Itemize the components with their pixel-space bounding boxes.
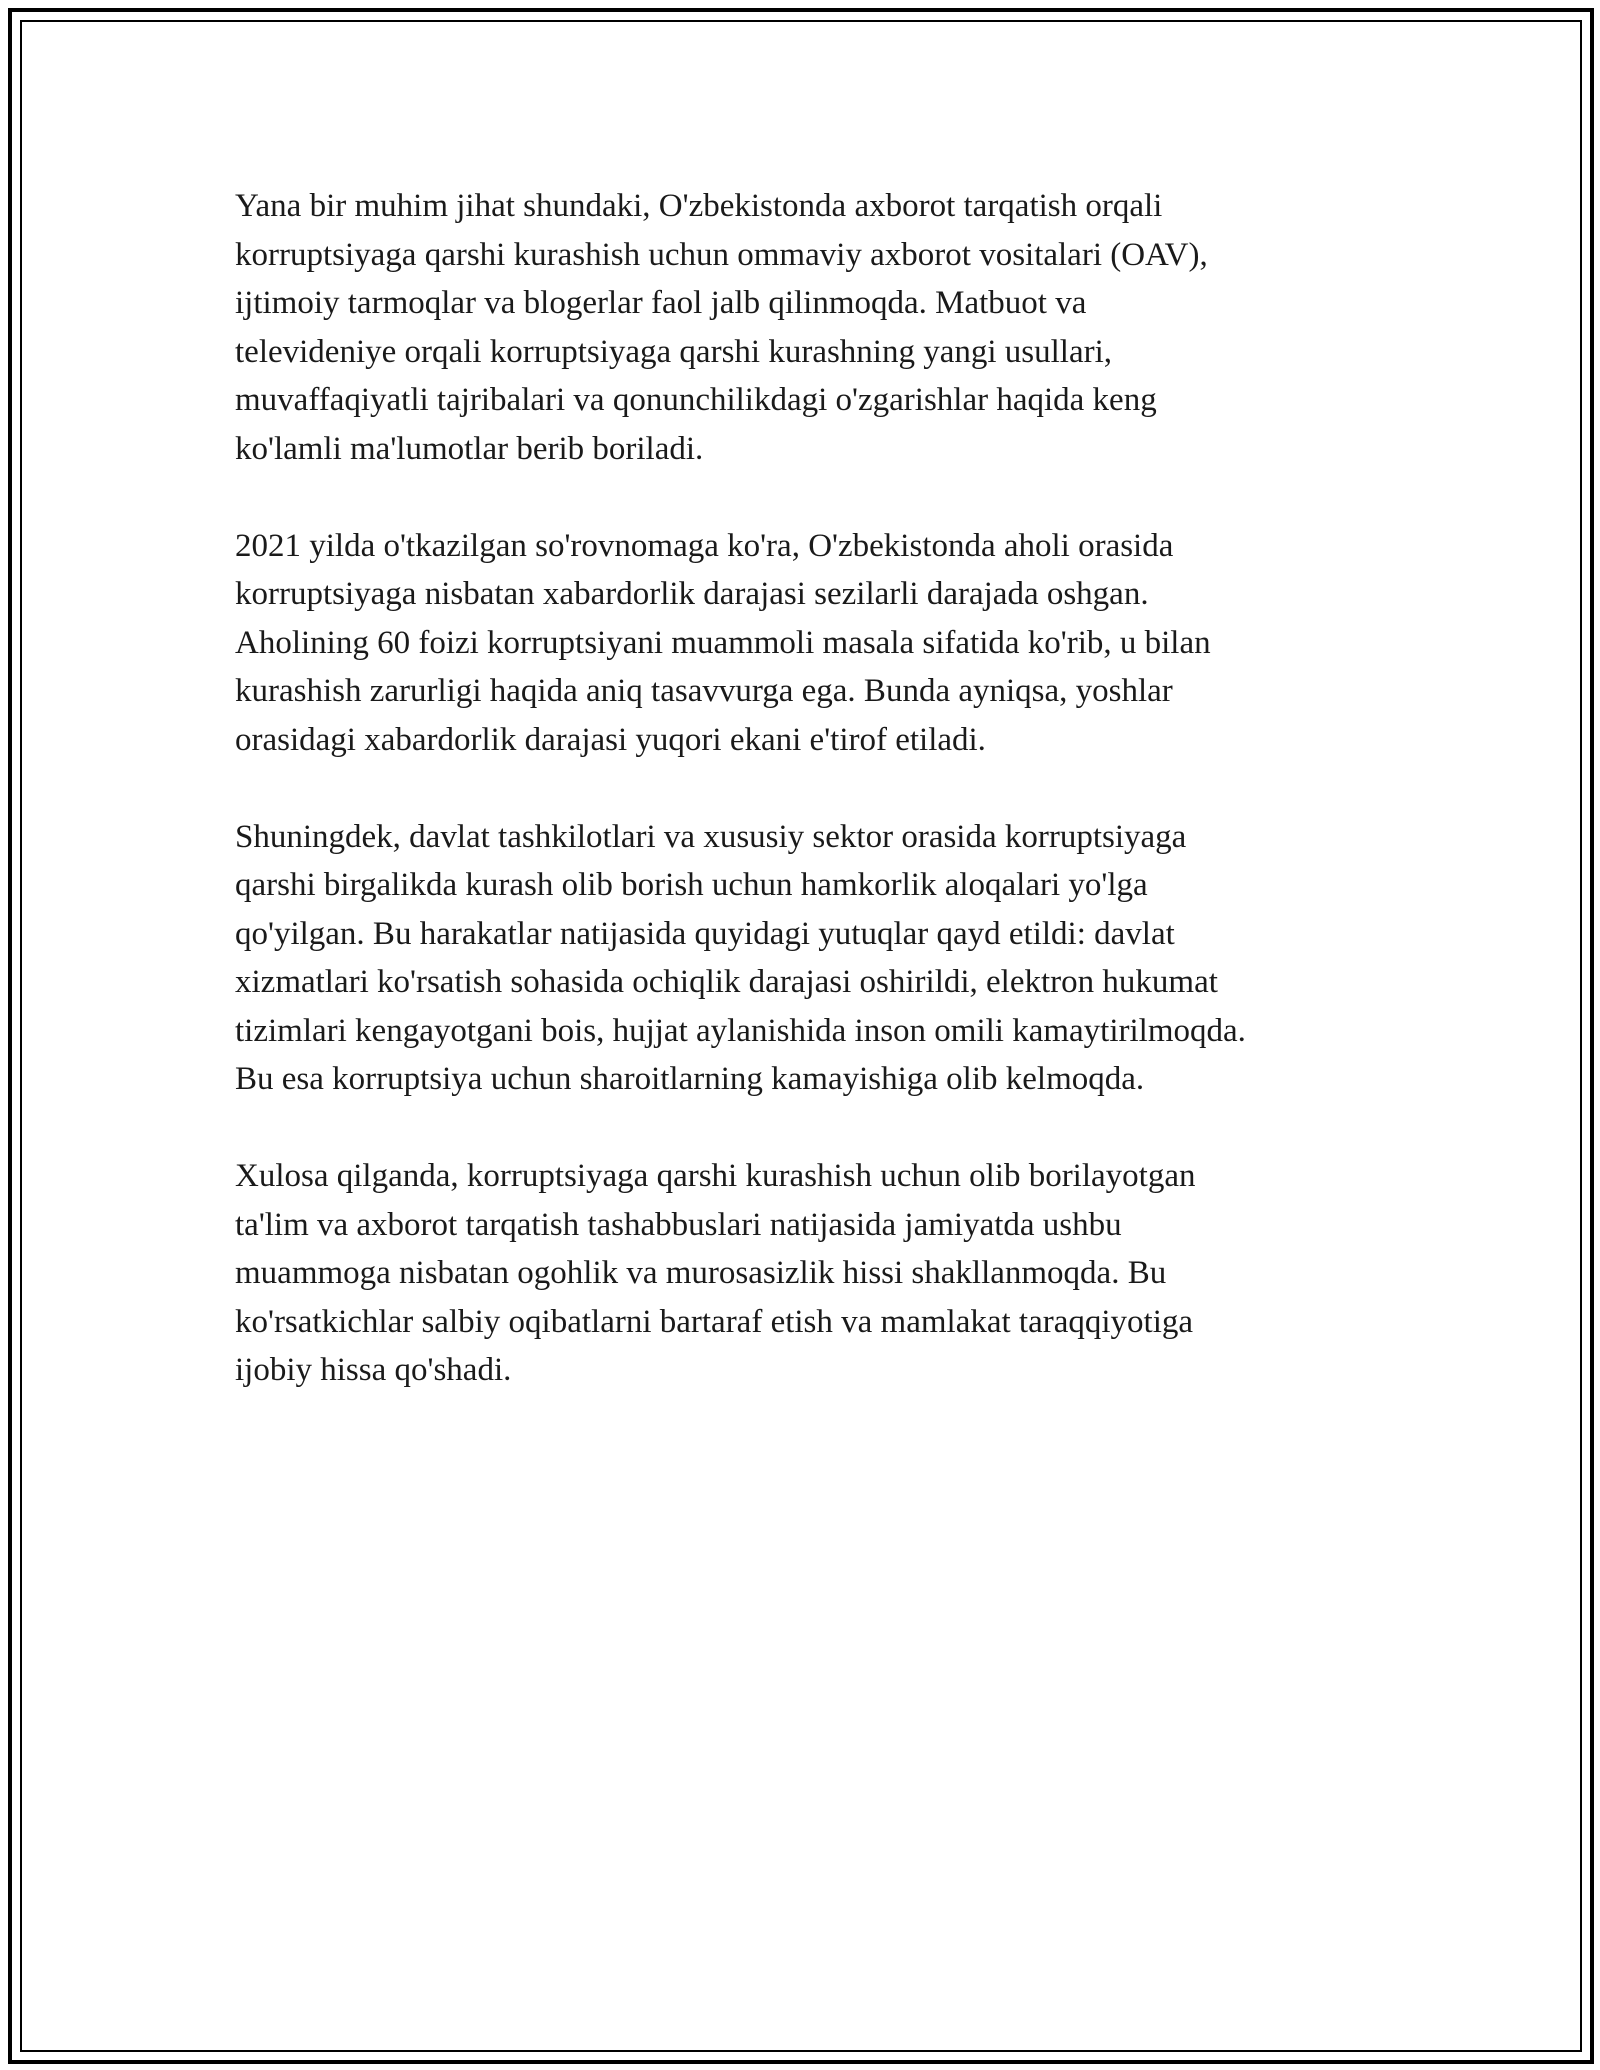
document-body [235, 182, 1375, 1443]
text-line: Xulosa qilganda, korruptsiyaga qarshi kurashish uchun olib borilayotgan [235, 1158, 1196, 1194]
text-line: ko'rsatkichlar salbiy oqibatlarni bartaraf etish va mamlakat taraqqiyotiga [235, 1303, 1194, 1340]
text-line: qarshi birgalikda kurash olib borish uchun hamkorlik aloqalari yo'lga [235, 867, 1148, 903]
paragraph-cooperation [235, 813, 1375, 1104]
text-line: muammoga nisbatan ogohlik va murosasizlik hissi shakllanmoqda. Bu [235, 1255, 1167, 1291]
text-line: kurashish zarurligi haqida aniq tasavvurga ega. Bunda ayniqsa, yoshlar [235, 673, 1173, 709]
text-line: Bu esa korruptsiya uchun sharoitlarning kamayishiga olib kelmoqda. [235, 1061, 1145, 1097]
text-line: Yana bir muhim jihat shundaki, O'zbekistonda axborot tarqatish orqali [235, 188, 1163, 224]
text-line: ijobiy hissa qo'shadi. [235, 1352, 512, 1388]
text-line: ijtimoiy tarmoqlar va blogerlar faol jalb qilinmoqda. Matbuot va [235, 285, 1087, 321]
text-line: ko'lamli ma'lumotlar berib boriladi. [235, 430, 704, 467]
text-line: 2021 yilda o'tkazilgan so'rovnomaga ko'ra, O'zbekistonda aholi orasida [235, 527, 1174, 564]
text-line: tizimlari kengayotgani bois, hujjat aylanishida inson omili kamaytirilmoqda. [235, 1012, 1246, 1049]
text-line: korruptsiyaga nisbatan xabardorlik darajasi sezilarli darajada oshgan. [235, 576, 1149, 612]
text-line: televideniye orqali korruptsiyaga qarshi kurashning yangi usullari, [235, 333, 1113, 370]
text-line: qo'yilgan. Bu harakatlar natijasida quyidagi yutuqlar qayd etildi: davlat [235, 915, 1175, 952]
text-line: Shuningdek, davlat tashkilotlari va xususiy sektor orasida korruptsiyaga [235, 818, 1187, 855]
paragraph-conclusion [235, 1152, 1375, 1395]
paragraph-survey-2021 [235, 522, 1375, 765]
text-line: Aholining 60 foizi korruptsiyani muammoli masala sifatida ko'rib, u bilan [235, 624, 1211, 661]
text-line: xizmatlari ko'rsatish sohasida ochiqlik darajasi oshirildi, elektron hukumat [235, 964, 1218, 1000]
text-line: korruptsiyaga qarshi kurashish uchun ommaviy axborot vositalari (OAV), [235, 236, 1208, 273]
text-line: orasidagi xabardorlik darajasi yuqori ekani e'tirof etiladi. [235, 721, 986, 758]
paragraph-media-outreach [235, 182, 1375, 473]
text-line: muvaffaqiyatli tajribalari va qonunchilikdagi o'zgarishlar haqida keng [235, 382, 1157, 418]
text-line: ta'lim va axborot tarqatish tashabbuslari natijasida jamiyatda ushbu [235, 1206, 1122, 1243]
